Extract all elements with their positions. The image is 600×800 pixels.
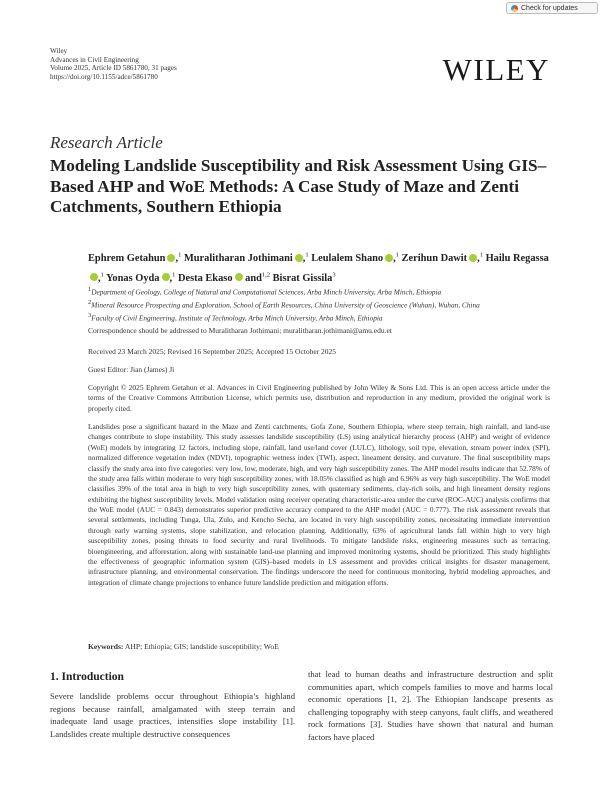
author-separator: , — [302, 253, 306, 265]
copyright-notice: Copyright © 2025 Ephrem Getahun et al. Advances in Civil Engineering published by John Wiley & Sons Ltd. This is an open access article under the terms of the Creative Commons Attribution License, which permits use, distribution and reproduction in any medium, provided the original work is properly cited. — [88, 383, 550, 413]
author — [311, 253, 399, 264]
intro-column-1: Severe landslide problems occur throughout Ethiopia’s highland regions because rainfall, amalgamated with steep terrain and inadequate land usage practices, intensifies slope instability [1]. Landslides create multiple destructive consequences — [50, 691, 295, 739]
author-affiliation-ref: 3 — [332, 271, 336, 279]
affiliation-number: 3 — [88, 311, 92, 319]
author-separator: , — [393, 253, 396, 265]
author-name[interactable]: Yonas Oyda — [106, 272, 160, 284]
author-affiliation-ref: 1 — [479, 252, 483, 259]
orcid-icon[interactable] — [162, 273, 170, 281]
affiliation-text: Faculty of Civil Engineering, Institute of Technology, Arba Minch University, Arba Minch, Ethiopia — [91, 313, 383, 323]
author-affiliation-ref: 1 — [395, 252, 399, 259]
author-affiliation-ref: 1,2 — [261, 271, 271, 279]
author-affiliation-ref: 1 — [305, 252, 309, 259]
affiliation-number: 1 — [88, 286, 92, 293]
keywords — [88, 642, 279, 651]
affiliation-number: 2 — [88, 298, 92, 306]
doi-link[interactable]: https://doi.org/10.1155/adce/5861780 — [50, 72, 158, 81]
crossmark-icon — [511, 5, 518, 12]
author-separator: , — [98, 272, 101, 284]
guest-editor: Guest Editor: Jian (James) Ji — [88, 365, 175, 374]
publisher-name: Wiley — [50, 47, 68, 55]
author — [273, 273, 336, 284]
author-name[interactable]: Bisrat Gissila — [272, 272, 333, 284]
author-separator: , — [175, 253, 179, 265]
affiliations — [88, 285, 558, 323]
affiliation-line — [88, 311, 558, 324]
author — [402, 253, 483, 264]
orcid-icon[interactable] — [385, 254, 393, 262]
check-for-updates-button[interactable] — [506, 2, 598, 14]
author-name[interactable]: Muralitharan Jothimani — [183, 253, 293, 265]
author-separator: , — [169, 272, 173, 284]
journal-meta — [50, 47, 177, 81]
affiliation-text: Mineral Resource Prospecting and Exploration, School of Earth Resources, China University of Geoscience (Wuhan), Wuhan, China — [91, 300, 480, 310]
author — [178, 273, 270, 284]
author-name[interactable]: Hailu Regassa — [485, 253, 549, 265]
article-title: Modeling Landslide Susceptibility and Risk Assessment Using GIS–Based AHP and WoE Methods: A Case Study of Maze and Zenti Catchments, Southern Ethiopia — [50, 156, 547, 216]
keywords-text: AHP; Ethiopia; GIS; landslide susceptibility; WoE — [124, 642, 279, 651]
author — [88, 253, 181, 264]
author-name[interactable]: Desta Ekaso — [177, 272, 233, 284]
author-name[interactable]: Leulalem Shano — [311, 253, 384, 265]
author — [106, 273, 175, 284]
orcid-icon[interactable] — [90, 273, 98, 281]
correspondence: Correspondence should be addressed to Muralitharan Jothimani; muralitharan.jothimani@amu.edu.et — [88, 326, 392, 335]
article-type: Research Article — [50, 133, 163, 152]
orcid-icon[interactable] — [295, 254, 303, 262]
check-for-updates-label: Check for updates — [521, 4, 578, 12]
author-affiliation-ref: 1 — [178, 252, 182, 259]
author-name[interactable]: Zerihun Dawit — [401, 253, 468, 265]
article-dates: Received 23 March 2025; Revised 16 September 2025; Accepted 15 October 2025 — [88, 347, 337, 356]
wiley-logo: WILEY — [442, 52, 550, 87]
abstract: Landslides pose a significant hazard in the Maze and Zenti catchments, Gofa Zone, Southern Ethiopia, where steep terrain, high rainfall, and land-use changes contribute to slope instability. This study assesses landslide susceptibility (LS) using analytical hierarchy process (AHP) and weight of evidence (WoE) models by integrating 12 factors, including slope, rainfall, land use/land cover (LULC), lithology, soil type, elevation, stream power index (SPI), normalized difference vegetation index (NDVI), topographic wetness index (TWI), aspect, lineament density, and curvature. The final susceptibility maps classify the study area into five categories: very low, low, moderate, high, and very high susceptibility zones. The AHP model results indicate that 52.78% of the study area falls within moderate to very high susceptibility zones, with 18.05% classified as high and 6.96% as very high susceptibility. The WoE model classifies 39% of the total area in high to very high susceptibility zones, with quaternary sediments, clay-rich soils, and high lineament density regions exhibiting the highest susceptibility levels. Model validation using receiver operating characteristic-area under the curve (ROC-AUC) analysis confirms that the WoE model (AUC = 0.843) demonstrates superior predictive accuracy compared to the AHP model (AUC = 0.777). The risk assessment reveals that several settlements, including Tunga, Ula, Zulo, and Kencho Secha, are located in very high susceptibility zones, necessitating immediate intervention through early warning systems, slope stabilization, and relocation planning. Additionally, 63% of agricultural lands fall within high to very high susceptibility zones, posing threats to food security and rural livelihoods. To mitigate landslide risks, engineering measures such as terracing, bioengineering, and afforestation, along with sustainable land-use planning and improved monitoring systems, should be prioritized. This study highlights the effectiveness of geographic information system (GIS)–based models in LS assessment and provides critical insights for disaster management, infrastructure planning, and environmental conservation. The findings underscore the need for continuous monitoring, hybrid modeling approaches, and integration of climate change projections to enhance future landslide prediction and mitigation efforts. — [88, 422, 550, 587]
affiliation-text: Department of Geology, College of Natural and Computational Sciences, Arba Minch University, Arba Minch, Ethiopia — [91, 287, 442, 297]
section-heading-introduction: 1. Introduction — [50, 671, 124, 683]
affiliation-line — [88, 298, 558, 311]
author-affiliation-ref: 1 — [172, 271, 176, 279]
keywords-label: Keywords: — [88, 642, 124, 651]
orcid-icon[interactable] — [235, 273, 243, 281]
author — [184, 253, 309, 264]
intro-column-2: that lead to human deaths and infrastructure destruction and split communities apart, which compels families to move and harms local economic operations [1, 2]. The Ethiopian landscape presents as challenging topography with steep canyons, fault cliffs, and weathered rock formations [3]. Studies have shown that natural and human factors have placed — [308, 669, 553, 742]
author-separator: , — [477, 253, 480, 265]
volume-line: Volume 2025, Article ID 5861780, 31 pages — [50, 64, 177, 73]
orcid-icon[interactable] — [469, 254, 477, 262]
author-list — [88, 248, 558, 287]
affiliation-line — [88, 285, 558, 298]
journal-name: Advances in Civil Engineering — [50, 55, 139, 64]
author-separator: and — [242, 272, 262, 284]
author-name[interactable]: Ephrem Getahun — [88, 253, 166, 265]
author-affiliation-ref: 1 — [100, 271, 104, 279]
